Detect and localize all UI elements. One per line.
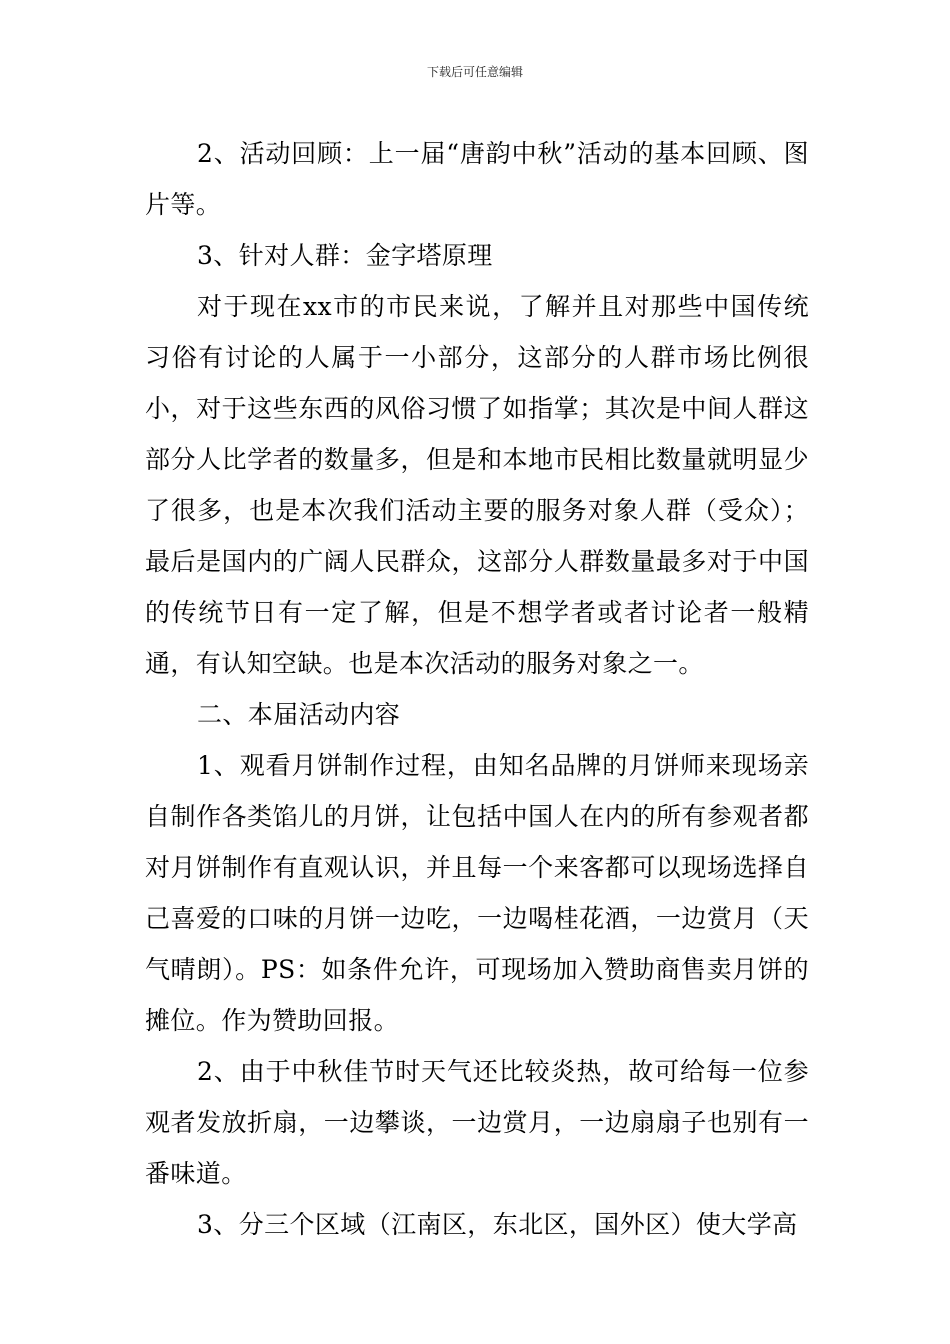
paragraph-mooncake-making: 1、观看月饼制作过程，由知名品牌的月饼师来现场亲自制作各类馅儿的月饼，让包括中国人在内的所有参观者都对月饼制作有直观认识，并且每一个来客都可以现场选择自己喜爱的口味的月饼一边吃，一边喝桂花酒，一边赏月（天气晴朗）。PS：如条件允许，可现场加入赞助商售卖月饼的摊位。作为赞助回报。: [145, 751, 809, 1035]
page-header: 下载后可任意编辑: [426, 65, 523, 79]
paragraph-activity-review: 2、活动回顾：上一届“唐韵中秋”活动的基本回顾、图片等。: [145, 139, 809, 219]
paragraph-folding-fans: 2、由于中秋佳节时天气还比较炎热，故可给每一位参观者发放折扇，一边攀谈，一边赏月，一边扇扇子也别有一番味道。: [145, 1057, 809, 1188]
paragraph-three-zones: 3、分三个区域（江南区，东北区，国外区）使大学高: [197, 1210, 798, 1239]
document-body: [145, 128, 809, 1250]
paragraph-audience-description: 对于现在xx市的市民来说，了解并且对那些中国传统习俗有讨论的人属于一小部分，这部分的人群市场比例很小，对于这些东西的风俗习惯了如指掌；其次是中间人群这部分人比学者的数量多，但是和本地市民相比数量就明显少了很多，也是本次我们活动主要的服务对象人群（受众）；最后是国内的广阔人民群众，这部分人群数量最多对于中国的传统节日有一定了解，但是不想学者或者讨论者一般精通，有认知空缺。也是本次活动的服务对象之一。: [145, 292, 809, 678]
section-heading-activity-content: 二、本届活动内容: [197, 700, 401, 729]
paragraph-target-audience: 3、针对人群：金字塔原理: [197, 241, 493, 270]
